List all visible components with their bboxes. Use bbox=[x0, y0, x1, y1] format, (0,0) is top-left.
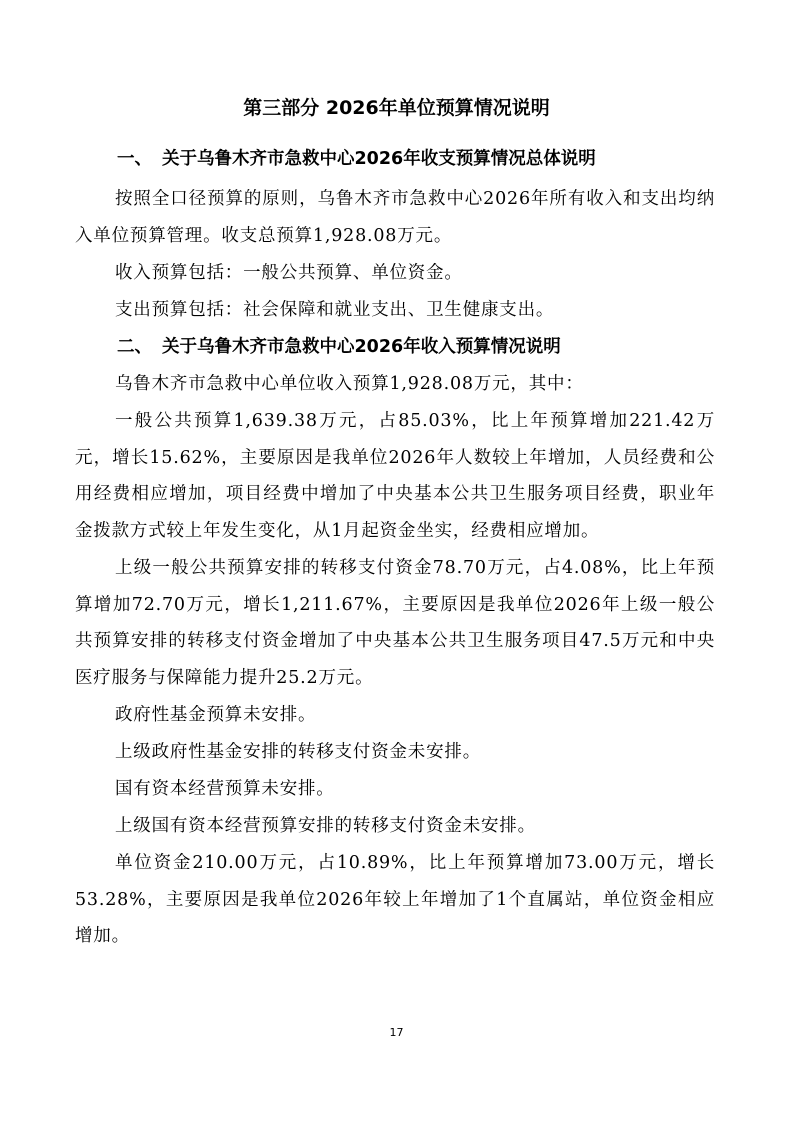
page-title: 第三部分 2026年单位预算情况说明 bbox=[243, 97, 550, 119]
paragraph: 支出预算包括：社会保障和就业支出、卫生健康支出。 bbox=[115, 300, 555, 320]
section-heading-2 bbox=[117, 334, 561, 360]
paragraph: 收入预算包括：一般公共预算、单位资金。 bbox=[115, 263, 463, 283]
paragraph: 上级政府性基金安排的转移支付资金未安排。 bbox=[115, 742, 481, 762]
paragraph: 单位资金210.00万元，占10.89%，比上年预算增加73.00万元，增长53.28%，主要原因是我单位2026年较上年增加了1个直属站，单位资金相应增加。 bbox=[75, 853, 715, 947]
page-number: 17 bbox=[389, 1026, 404, 1039]
section-heading-1 bbox=[117, 146, 596, 172]
paragraph: 一般公共预算1,639.38万元，占85.03%，比上年预算增加221.42万元，增长15.62%，主要原因是我单位2026年人数较上年增加，人员经费和公用经费相应增加，项目经费中增加了中央基本公共卫生服务项目经费，职业年金拨款方式较上年发生变化，从1月起资金坐实，经费相应增加。 bbox=[75, 411, 715, 541]
section-heading-text: 关于乌鲁木齐市急救中心2026年收入预算情况说明 bbox=[162, 337, 561, 357]
paragraph: 政府性基金预算未安排。 bbox=[115, 705, 317, 725]
paragraph: 按照全口径预算的原则，乌鲁木齐市急救中心2026年所有收入和支出均纳入单位预算管理。收支总预算1,928.08万元。 bbox=[75, 189, 715, 246]
section-number: 一、 bbox=[117, 149, 152, 169]
paragraph: 乌鲁木齐市急救中心单位收入预算1,928.08万元，其中： bbox=[115, 374, 584, 394]
paragraph: 上级国有资本经营预算安排的转移支付资金未安排。 bbox=[115, 816, 536, 836]
section-heading-text: 关于乌鲁木齐市急救中心2026年收支预算情况总体说明 bbox=[162, 149, 596, 169]
paragraph: 上级一般公共预算安排的转移支付资金78.70万元，占4.08%，比上年预算增加72.70万元，增长1,211.67%，主要原因是我单位2026年上级一般公共预算安排的转移支付资金增加了中央基本公共卫生服务项目47.5万元和中央医疗服务与保障能力提升25.2万元。 bbox=[75, 558, 715, 688]
section-number: 二、 bbox=[117, 337, 152, 357]
paragraph: 国有资本经营预算未安排。 bbox=[115, 779, 335, 799]
